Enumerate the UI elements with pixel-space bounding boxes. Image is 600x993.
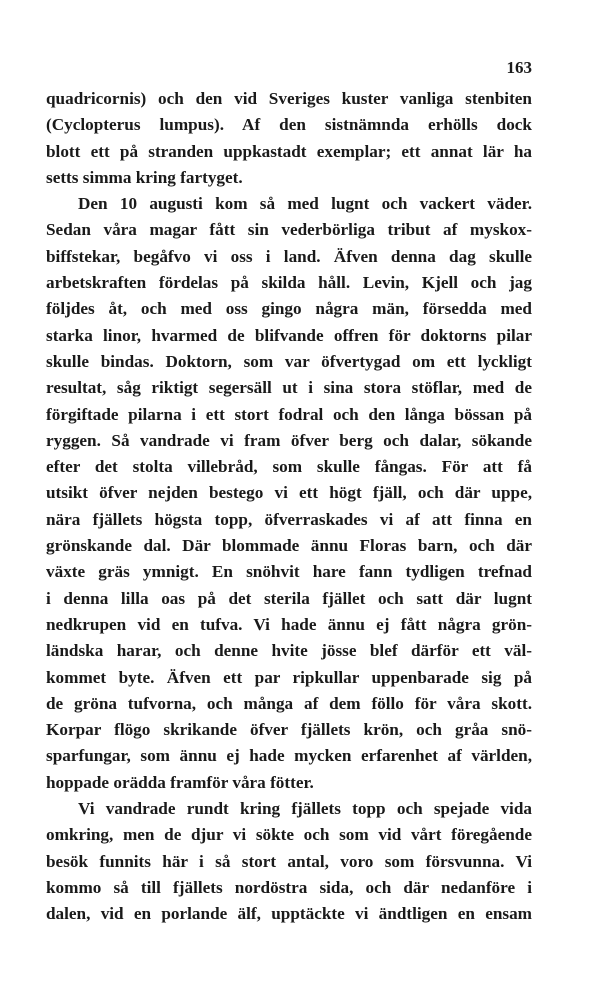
text-line: (Cyclopterus lumpus). Af den sistnämnda erhölls dock [46,115,532,135]
text-line: förgiftade pilarna i ett stort fodral och den långa bössan på [46,404,532,424]
text-line: i denna lilla oas på det sterila fjället och satt där lugnt [46,588,532,608]
text-line: resultat, såg riktigt segersäll ut i sina stora stöflar, med de [46,378,532,398]
text-line: Vi vandrade rundt kring fjällets topp och spejade vida [78,799,532,819]
page-number: 163 [506,58,532,77]
text-line: starka linor, hvarmed de blifvande offren för doktorns pilar [46,325,532,345]
text-line: sparfungar, som ännu ej hade mycken erfarenhet af världen, [46,746,532,766]
text-line: hoppade orädda framför våra fötter. [46,772,314,792]
text-line: följdes åt, och med oss gingo några män, försedda med [46,299,532,319]
text-line: efter det stolta villebråd, som skulle fångas. För att få [46,457,532,477]
text-line: ryggen. Så vandrade vi fram öfver berg och dalar, sökande [46,430,532,450]
text-line: Sedan våra magar fått sin vederbörliga tribut af myskox- [46,220,532,240]
text-line: quadricornis) och den vid Sveriges kuster vanliga stenbiten [46,89,532,108]
text-line: arbetskraften fördelas på skilda håll. Levin, Kjell och jag [46,273,532,293]
text-line: besök funnits här i så stort antal, voro som försvunna. Vi [46,851,532,871]
text-line: Korpar flögo skrikande öfver fjällets krön, och gråa snö- [46,720,532,740]
text-line: grönskande dal. Där blommade ännu Floras barn, och där [46,536,532,556]
text-line: nedkrupen vid en tufva. Vi hade ännu ej fått några grön- [46,614,532,634]
text-line: nära fjällets högsta topp, öfverraskades vi af att finna en [46,509,532,529]
text-line: dalen, vid en porlande älf, upptäckte vi ändtligen en ensam [46,904,532,924]
text-line: blott ett på stranden uppkastadt exemplar; ett annat lär ha [46,141,532,161]
text-line: kommet byte. Äfven ett par ripkullar uppenbarade sig på [46,667,532,687]
text-line: biffstekar, begåfvo vi oss i land. Äfven denna dag skulle [46,246,532,266]
text-line: skulle bindas. Doktorn, som var öfvertygad om ett lyckligt [46,351,532,371]
text-line: omkring, men de djur vi sökte och som vid vårt föregående [46,825,532,845]
text-line: de gröna tufvorna, och många af dem föllo för våra skott. [46,693,532,713]
text-line: setts simma kring fartyget. [46,167,243,187]
body-text [46,86,532,928]
text-line: ländska harar, och denne hvite jösse blef därför ett väl- [46,641,532,661]
text-line: utsikt öfver nejden bestego vi ett högt fjäll, och där uppe, [46,483,532,503]
text-line: kommo så till fjällets nordöstra sida, och där nedanföre i [46,877,532,897]
text-line: Den 10 augusti kom så med lugnt och vackert väder. [78,194,532,214]
text-line: växte gräs ymnigt. En snöhvit hare fann tydligen trefnad [46,562,532,582]
